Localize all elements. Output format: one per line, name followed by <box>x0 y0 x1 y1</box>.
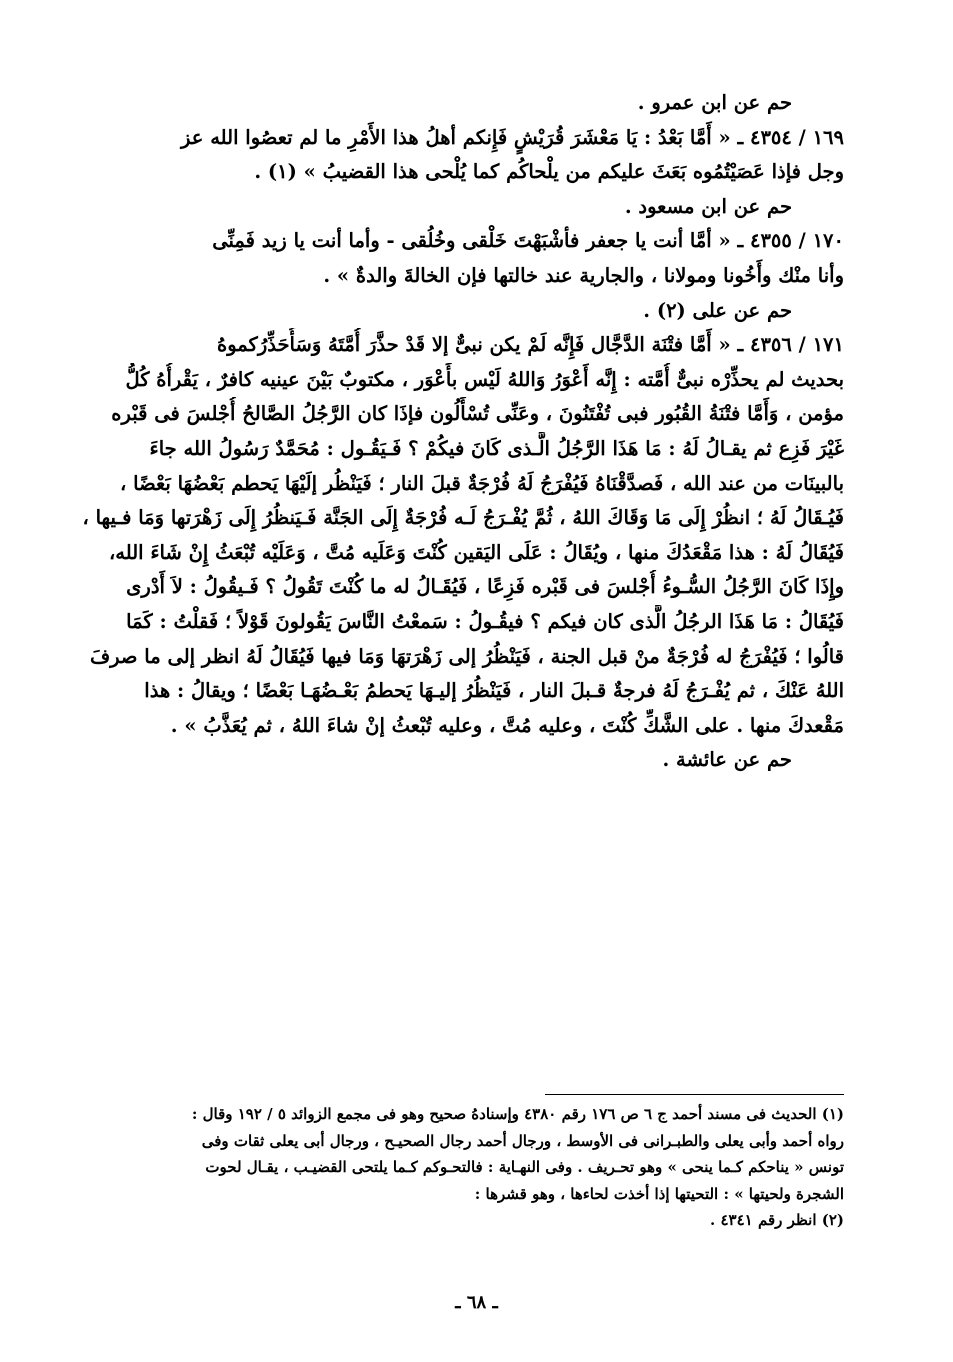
source-line: حم عن عائشة . <box>662 748 792 772</box>
source-line: حم عن ابن عمرو . <box>637 91 792 114</box>
hadith-line: بالبينَات من عند الله ، فَصدَّقْنَاهُ فَيُفْرَجُ لَهُ فُرْجَةٌ قبلَ النار ؛ فَيَنْظُر إلَيْهَا يَحطم بَعْضُهَا بَعْضًا ، <box>120 471 844 495</box>
page-number: ـ ٦٨ ـ <box>455 1292 498 1313</box>
hadith-line: وإِذَا كَانَ الرَّجُلُ السُّـوءُ أُجْلسَ فى قَبْره فَزِعًا ، فَيُقَـالُ له ما كُنْتَ تَقُولُ ؟ فَـيقُولُ : لاَ أَدْرى <box>126 575 844 599</box>
hadith-line: ١٦٩ / ٤٣٥٤ ـ « أَمَّا بَعْدُ : يَا مَعْشَرَ قُرَيْشٍ فَإِنكم أهلُ هذا الأَمْرِ ما لم تعصُوا الله عز <box>181 125 844 149</box>
hadith-line: فَيُقَالُ لَهُ : هذا مَقْعَدُكَ منها ، ويُقَالُ : عَلَى اليَقين كُنْتَ وَعَلَيه مُتَّ ، وَعَلَيْه تُبْعَثُ إِنْ شَاءَ الله، <box>109 540 844 564</box>
hadith-line: وجل فإذا عَصَيْتُمُوه بَعَثَ عليكم من يلْحاكُم كما يُلْحى هذا القضيبُ » (١) . <box>254 160 844 184</box>
source-line: حم عن على (٢) . <box>643 298 792 322</box>
hadith-line: غَيْرَ فَزِع ثم يقـالُ لَهُ : مَا هَذَا الرَّجُلُ الَّـذى كَانَ فيكُمْ ؟ فَـيَقُـول : مُحَمَّدٌ رَسُولُ الله جاءَ <box>149 436 844 460</box>
hadith-line: اللهُ عَنْكَ ، ثم يُفْـرَجُ لَهُ فرجةٌ قـبلَ النار ، فَيَنْظُرُ إليـهَا يَحطمُ بَعْـضُهَـا بَعْضًا ؛ ويقالُ : هذا <box>144 679 844 703</box>
footnote-line: رواه أحمد وأبى يعلى والطبـرانى فى الأوسط ، ورجال أحمد رجال الصحيـح ، ورجال أبى يعلى ثقات وفى <box>201 1131 844 1150</box>
footnote-line: (٢) انظر رقم ٤٣٤١ . <box>710 1211 844 1229</box>
hadith-line: بحديث لم يحذِّرْه نبىٌّ أُمَّته : إِنَّه أَعْوَرُ وَاللهُ لَيْس بأَعْوَر ، مكتوبٌ بَيْنَ عينيه كافرٌ ، يَقْرأُهُ كُلُّ <box>125 367 844 391</box>
footnote-line: (١) الحديث فى مسند أحمد ج ٦ ص ١٧٦ رقم ٤٣٨٠ وإسنادهُ صحيح وهو فى مجمع الزوائد ٥ / ١٩٢ وقال : <box>191 1105 844 1123</box>
footnotes <box>78 1101 844 1234</box>
footnote-divider <box>545 1094 844 1095</box>
footnote-line: تونس « يناحكم كـما ينحى » وهو تحـريف . وفى النهـاية : فالتحـوكم كـما يلتحى القضيـب ، يقـال لحوت <box>205 1158 844 1176</box>
hadith-line: ١٧١ / ٤٣٥٦ ـ « أَمَّا فتْنَة الدَّجَّال فَإِنَّه لَمْ يكن نبىٌّ إلا قَدْ حذَّرَ أُمَّتَهُ وَسَأُحَذِّرُكموهُ <box>216 333 844 357</box>
footnote-line: الشجرة ولحيتها » : التحيتها إذا أخذت لحاءها ، وهو قشرها : <box>474 1184 844 1203</box>
hadith-line: ١٧٠ / ٤٣٥٥ ـ « أمَّا أنت يا جعفر فأشْبَهْتَ خَلْقى وخُلُقى - وأما أنت يا زيد فَمِنِّى <box>212 229 844 253</box>
hadith-line: قالُوا ؛ فَيُفْرَجُ له فُرْجَةٌ منْ قبل الجنة ، فَيَنْظُرُ إلى زَهْرَتهَا وَمَا فيها فَيُقَالُ لَهُ انظر إلى ما صرفَ <box>89 644 844 668</box>
main-text-body <box>78 86 844 778</box>
hadith-line: مؤمن ، وَأَمَّا فتْنَةُ القُبُور فبى تُفْتَنُونَ ، وعَنِّى تُسْأَلُون فإذَا كان الرَّجُلُ الصَّالحُ أُجْلسَ فى قَبْره <box>111 402 844 426</box>
hadith-line: فَيُقَالُ : مَا هَذَا الرجُلُ الَّذى كان فيكم ؟ فيقُـولُ : سَمعْتُ النَّاسَ يَقُولونَ قَوْلاً ؛ فَقلْتُ : كَمَا <box>126 609 844 633</box>
source-line: حم عن ابن مسعود . <box>624 194 792 218</box>
hadith-line: مَقْعدكَ منها . على الشَّكِّ كُنْتَ ، وعليه مُتَّ ، وعليه تُبْعثُ إنْ شاءَ اللهُ ، ثم يُعَذَّبُ » . <box>170 713 844 737</box>
hadith-line: فَيُـقَالُ لَهُ ؛ انظُرْ إِلَى مَا وَقَاكَ اللهُ ، ثُمَّ يُفْـرَجُ لَـه فُرْجَةٌ إِلَى الجَنَّة فَـيَنظُرُ إِلَى زَهْرَتها وَمَا فـيها ، <box>82 506 844 530</box>
hadith-line: وأنا منْك وأَخُونا ومولانا ، والجارية عند خالتها فإن الخالةَ والدةٌ » . <box>323 263 844 287</box>
